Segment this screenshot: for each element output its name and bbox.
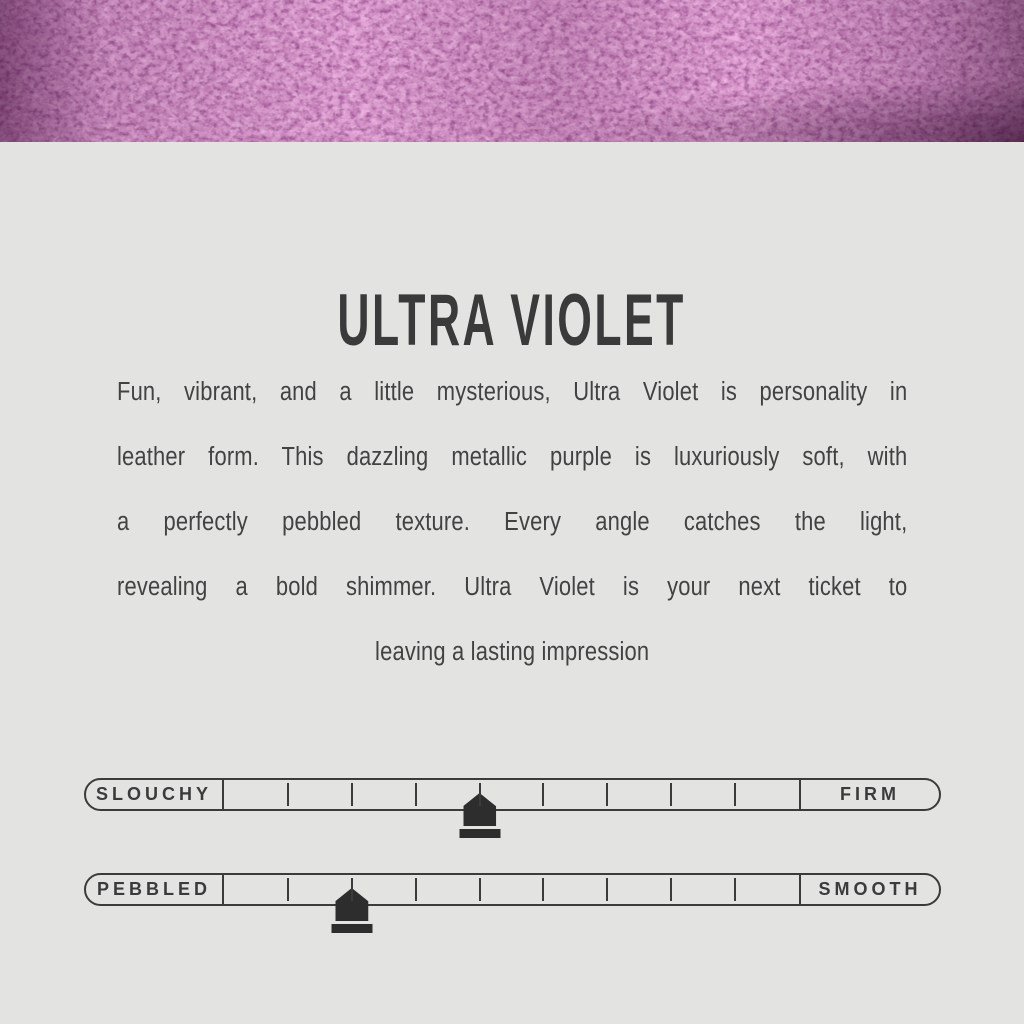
scale-left-cap bbox=[86, 875, 224, 904]
scale-left-label: PEBBLED bbox=[96, 879, 211, 899]
color-description bbox=[117, 360, 907, 685]
slider-scale bbox=[224, 780, 799, 809]
tick-mark bbox=[351, 783, 353, 806]
slouchy-firm-scale bbox=[84, 778, 941, 811]
tick-mark bbox=[479, 878, 481, 901]
tick-mark bbox=[734, 878, 736, 901]
scale-right-cap bbox=[799, 780, 939, 809]
description-line: leaving a lasting impression bbox=[375, 638, 650, 666]
tick-mark bbox=[542, 783, 544, 806]
tick-mark bbox=[415, 783, 417, 806]
page-title: ULTRA VIOLET bbox=[337, 279, 687, 361]
description-line: Fun, vibrant, and a little mysterious, Ultra Violet is personality in bbox=[117, 378, 908, 406]
tick-mark bbox=[606, 783, 608, 806]
tick-mark bbox=[479, 783, 481, 806]
tick-mark bbox=[542, 878, 544, 901]
pebbled-smooth-scale bbox=[84, 873, 941, 906]
scale-right-cap bbox=[799, 875, 939, 904]
leather-texture-image bbox=[0, 0, 1024, 142]
tick-mark bbox=[287, 783, 289, 806]
scale-right-label: SMOOTH bbox=[818, 879, 922, 899]
slider-scale bbox=[224, 875, 799, 904]
description-line: leather form. This dazzling metallic purple is luxuriously soft, with bbox=[117, 443, 908, 471]
tick-mark bbox=[734, 783, 736, 806]
tick-mark bbox=[415, 878, 417, 901]
tick-mark bbox=[287, 878, 289, 901]
tick-mark bbox=[670, 783, 672, 806]
marker-base-icon bbox=[331, 924, 372, 933]
scale-left-label: SLOUCHY bbox=[95, 784, 212, 804]
tick-mark bbox=[606, 878, 608, 901]
tick-mark bbox=[670, 878, 672, 901]
scale-right-label: FIRM bbox=[840, 784, 900, 804]
scale-left-cap bbox=[86, 780, 224, 809]
marker-base-icon bbox=[459, 829, 500, 838]
tick-mark bbox=[351, 878, 353, 901]
description-line: revealing a bold shimmer. Ultra Violet is your next ticket to bbox=[117, 573, 908, 601]
description-line: a perfectly pebbled texture. Every angle catches the light, bbox=[117, 508, 908, 536]
